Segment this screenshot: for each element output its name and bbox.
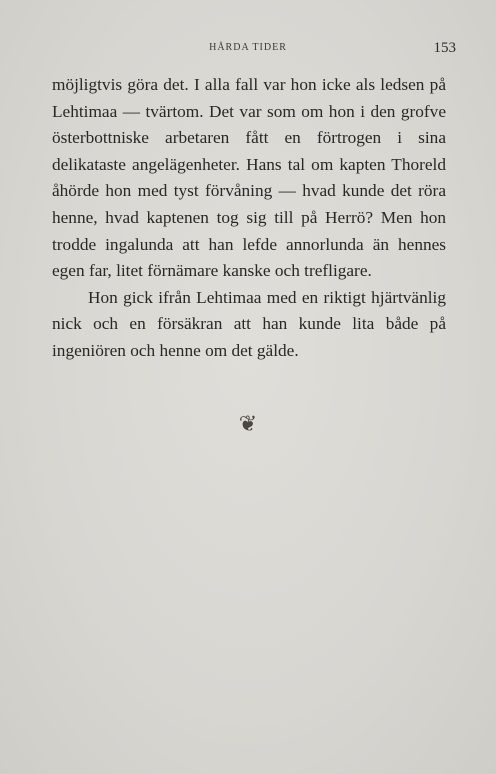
body-text [52,72,446,365]
paragraph-2: Hon gick ifrån Lehtimaa med en riktigt hjärtvänlig nick och en försäkran att han kunde lita både på ingeniören och henne om det gälde. [52,287,446,360]
paragraph-1: möjligtvis göra det. I alla fall var hon icke als ledsen på Lehtimaa — tvärtom. Det var som om hon i den grofve österbottniske arbetaren fått en förtrogen i sina delikataste angelägenheter. Hans tal om kapten Thoreld åhörde hon med tyst förvåning — hvad kunde det röra henne, hvad kaptenen tog sig till på Herrö? Men hon trodde ingalunda att han lefde annorlunda än hennes egen far, litet förnämare kanske och trefligare. [52,75,446,281]
fleuron-icon: ❦ [238,412,258,437]
running-title: HÅRDA TIDER [209,42,287,53]
page-number: 153 [433,40,456,56]
